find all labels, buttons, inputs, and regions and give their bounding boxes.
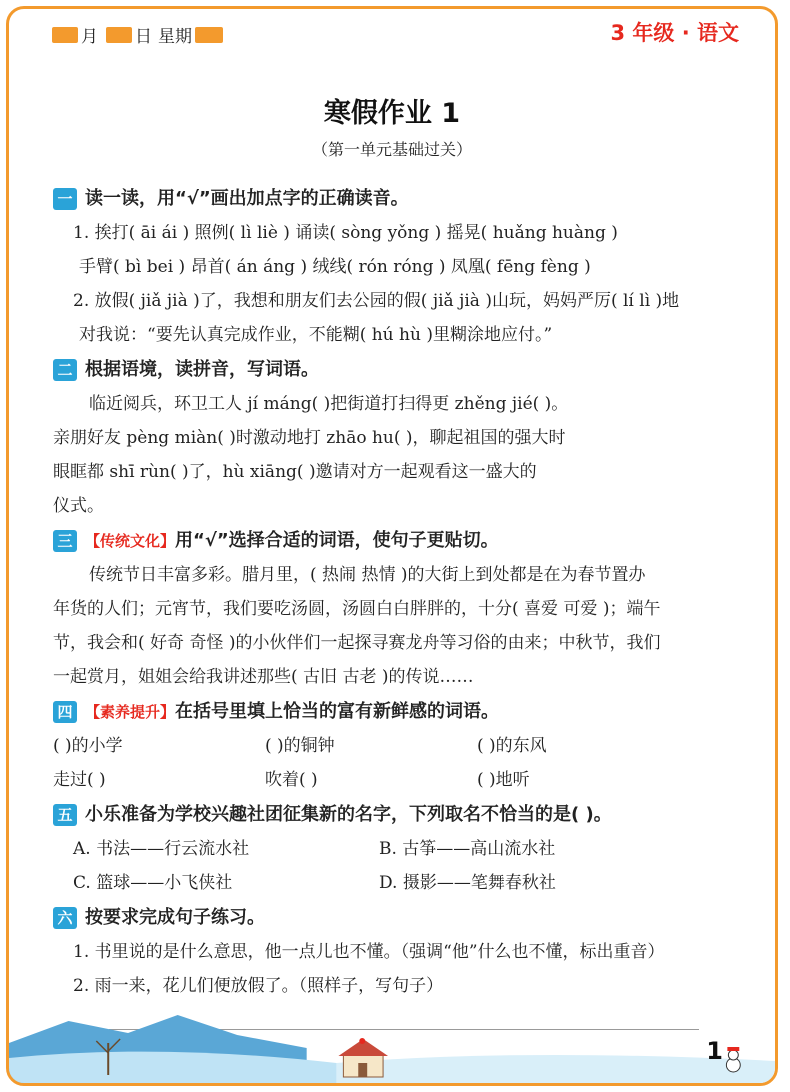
winter-scene-illustration [9,1003,775,1083]
question-6-text: 按要求完成句子练习。 [85,906,265,928]
fill-blank-item[interactable]: 走过( ) [53,770,106,790]
option-b[interactable]: B. 古筝——高山流水社 [379,839,556,859]
question-4-tag: 【素养提升】 [85,702,176,721]
date-bar [49,22,226,47]
question-1-line: 对我说：“要先认真完成作业，不能糊( hú hù )里糊涂地应付。” [79,325,553,345]
grade-label: 3 年级 · 语文 [610,21,739,45]
question-2-heading [53,352,753,387]
fill-blank-item[interactable]: ( )地听 [477,770,530,790]
month-label: 月 [81,27,98,47]
exercise-content [53,181,753,1003]
question-2-line: 眼眶都 shī rùn( )了，hù xiāng( )邀请对方一起观看这一盛大的 [53,462,537,482]
question-3-text: 用“√”选择合适的词语，使句子更贴切。 [175,529,499,551]
question-2-line: 仪式。 [53,496,104,516]
fill-blank-item[interactable]: ( )的小学 [53,736,123,756]
question-3-tag: 【传统文化】 [85,531,176,550]
fill-blank-item[interactable]: ( )的东风 [477,736,547,756]
page-number: 1 [706,1037,723,1065]
weekday-label: 星期 [158,27,192,47]
question-6-heading [53,900,753,935]
day-blank[interactable] [106,27,132,43]
question-3-line: 年货的人们；元宵节，我们要吃汤圆，汤圆白白胖胖的，十分( 喜爱 可爱 )；端午 [53,599,661,619]
question-3-line: 一起赏月，姐姐会给我讲述那些( 古旧 古老 )的传说…… [53,667,474,687]
page-title: 寒假作业 1 [323,98,461,129]
question-3-heading [53,523,753,558]
question-1-line: 手臂( bì bei ) 昂首( án áng ) 绒线( rón róng ) 凤凰( fēng fèng ) [79,257,591,277]
question-number-badge: 一 [53,188,77,210]
fill-blank-item[interactable]: ( )的铜钟 [265,736,335,756]
question-1-line: 1. 挨打( āi ái ) 照例( lì liè ) 诵读( sòng yǒng ) 摇晃( huǎng huàng ) [73,223,618,243]
header [9,9,775,53]
option-d[interactable]: D. 摄影——笔舞春秋社 [379,873,556,893]
day-label: 日 [135,27,152,47]
option-a[interactable]: A. 书法——行云流水社 [73,839,250,859]
page-frame [6,6,778,1086]
question-2-line: 亲朋好友 pèng miàn( )时激动地打 zhāo hu( )，聊起祖国的强大时 [53,428,566,448]
question-5-options [53,832,753,866]
question-1-text: 读一读，用“√”画出加点字的正确读音。 [85,187,409,209]
question-4-row [53,729,753,763]
question-4-heading [53,694,753,729]
month-blank[interactable] [52,27,78,43]
fill-blank-item[interactable]: 吹着( ) [265,770,318,790]
question-number-badge: 六 [53,907,77,929]
question-1-heading [53,181,753,216]
question-4-text: 在括号里填上恰当的富有新鲜感的词语。 [175,700,500,722]
question-number-badge: 五 [53,804,77,826]
question-2-text: 根据语境，读拼音，写词语。 [85,358,319,380]
option-c[interactable]: C. 篮球——小飞侠社 [73,873,233,893]
question-6-line: 2. 雨一来，花儿们便放假了。（照样子，写句子） [73,976,444,996]
question-3-line: 传统节日丰富多彩。腊月里，( 热闹 热情 )的大街上到处都是在为春节置办 [89,565,646,585]
question-5-heading [53,797,753,832]
question-number-badge: 四 [53,701,77,723]
question-number-badge: 二 [53,359,77,381]
question-4-row [53,763,753,797]
weekday-blank[interactable] [195,27,223,43]
question-3-line: 节，我会和( 好奇 奇怪 )的小伙伴们一起探寻赛龙舟等习俗的由来；中秋节，我们 [53,633,661,653]
question-5-text: 小乐准备为学校兴趣社团征集新的名字，下列取名不恰当的是( )。 [85,803,612,825]
question-2-line: 临近阅兵，环卫工人 jí máng( )把街道打扫得更 zhěng jié( )。 [89,394,569,414]
question-1-line: 2. 放假( jiǎ jià )了，我想和朋友们去公园的假( jiǎ jià )山玩，妈妈严厉( lí lì )地 [73,291,680,311]
question-number-badge: 三 [53,530,77,552]
page-subtitle: （第一单元基础过关） [311,140,472,159]
question-5-options [53,866,753,900]
question-6-line: 1. 书里说的是什么意思，他一点儿也不懂。（强调“他”什么也不懂，标出重音） [73,942,665,962]
